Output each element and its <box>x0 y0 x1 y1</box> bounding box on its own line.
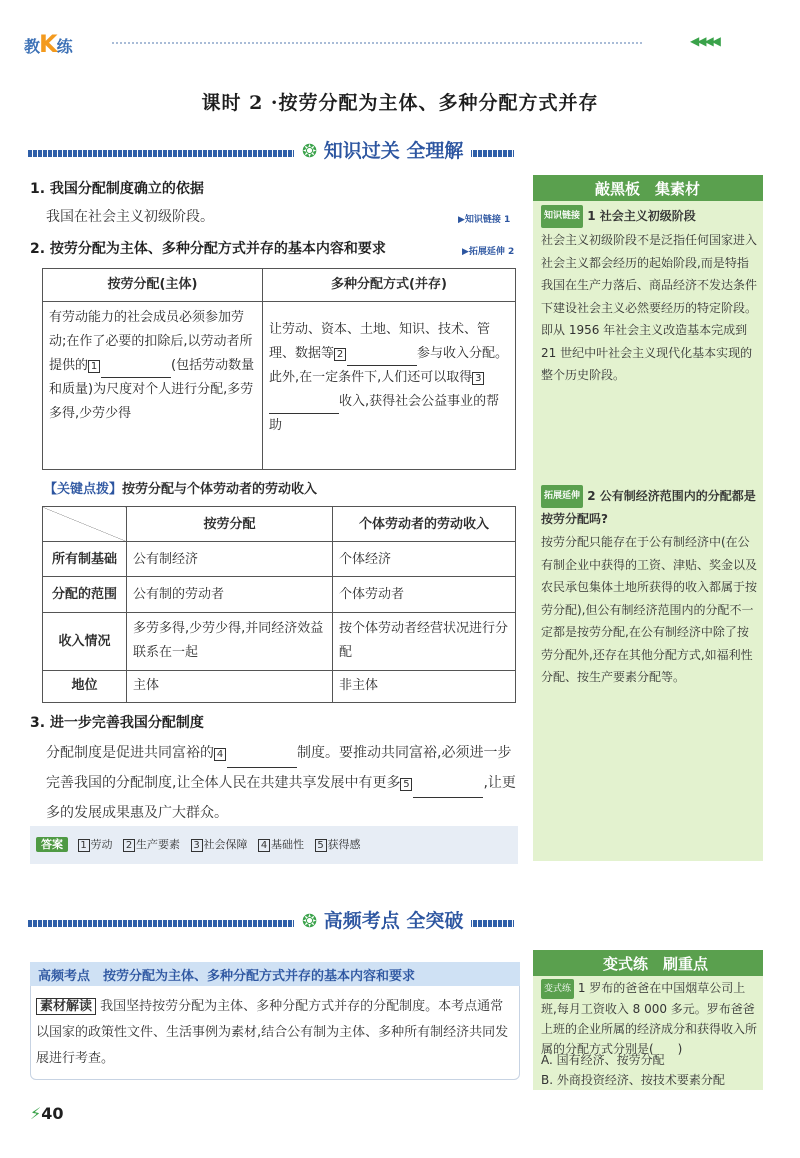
q2-heading: 2. 按劳分配为主体、多种分配方式并存的基本内容和要求 <box>30 241 386 257</box>
q3-heading: 3. 进一步完善我国分配制度 <box>30 715 204 731</box>
answer-label: 答案 <box>36 837 68 852</box>
section-title: 高频考点 全突破 <box>323 910 464 932</box>
q3-text: 分配制度是促进共同富裕的 4 制度。要推动共同富裕,必须进一步完善我国的分配制度,让全体人民在共建共享发展中有更多 5 ,让更多的发展成果惠及广大群众。 <box>46 745 516 821</box>
table-header: 个体劳动者的劳动收入 <box>333 507 516 542</box>
exam-point-text: 素材解读 我国坚持按劳分配为主体、多种分配方式并存的分配制度。本考点通常以国家的政策性文件、生活事例为素材,结合公有制为主体、多种所有制经济共同发展进行考查。 <box>36 999 509 1066</box>
table-cell: 公有制经济 <box>127 542 333 577</box>
section-bar-knowledge <box>28 140 514 162</box>
side-panel-title: 敲黑板 集素材 <box>533 175 763 201</box>
side-item-title: 知识链接 1 社会主义初级阶段 <box>541 205 757 228</box>
table-cell: 多劳多得,少劳少得,并同经济效益联系在一起 <box>127 613 333 671</box>
side-panel <box>533 175 763 861</box>
q1-heading: 1. 我国分配制度确立的依据 <box>30 181 204 197</box>
row-header: 收入情况 <box>43 613 127 671</box>
header-arrows-icon: ◀◀◀◀ <box>690 34 719 48</box>
table-cell: 个体经济 <box>333 542 516 577</box>
gear-icon: ❂ <box>302 141 318 162</box>
answer-item: 4 基础性 <box>258 838 304 851</box>
table-header: 多种分配方式(并存) <box>263 269 516 302</box>
side-item-text: 按劳分配只能存在于公有制经济中(在公有制企业中获得的工资、津贴、奖金以及农民承包集体土地所获得的收入都属于按劳分配),但公有制经济范围内的分配不一定都是按劳分配,在公有制经济中除了按劳分配外,还存在其他分配方式,如福利性分配、按生产要素分配等。 <box>541 535 758 684</box>
answer-item: 5 获得感 <box>315 838 361 851</box>
row-header: 地位 <box>43 671 127 703</box>
option-b[interactable]: B. 外商投资经济、按技术要素分配 <box>541 1073 725 1087</box>
table-cell: 让劳动、资本、土地、知识、技术、管理、数据等 2 参与收入分配。此外,在一定条件下,人们还可以取得 3收入,获得社会公益事业的帮助 <box>263 302 516 470</box>
comparison-table <box>42 506 516 703</box>
table-header: 按劳分配(主体) <box>43 269 263 302</box>
page-title: 课时 2 ·按劳分配为主体、多种分配方式并存 <box>201 92 599 114</box>
key-point-title: 【关键点拨】按劳分配与个体劳动者的劳动收入 <box>44 482 318 497</box>
section-title: 知识过关 全理解 <box>323 140 464 162</box>
exam-point-heading: 高频考点 按劳分配为主体、多种分配方式并存的基本内容和要求 <box>30 962 520 986</box>
option-a[interactable]: A. 国有经济、按劳分配 <box>541 1053 665 1067</box>
table-header: 按劳分配 <box>127 507 333 542</box>
gear-icon: ❂ <box>302 911 318 932</box>
knowledge-link-chip: 知识链接 <box>541 205 583 228</box>
answer-item: 2 生产要素 <box>123 838 180 851</box>
q1-text: 我国在社会主义初级阶段。 <box>46 209 214 225</box>
table-cell: 公有制的劳动者 <box>127 577 333 613</box>
answer-item: 3 社会保障 <box>191 838 248 851</box>
table-cell: 个体劳动者 <box>333 577 516 613</box>
answer-bar <box>30 826 518 864</box>
logo-k: K <box>39 30 57 58</box>
side-item-title: 拓展延伸 2 公有制经济范围内的分配都是按劳分配吗? <box>541 485 757 530</box>
row-header: 所有制基础 <box>43 542 127 577</box>
side-item-text: 社会主义初级阶段不是泛指任何国家进入社会主义都会经历的起始阶段,而是特指我国在生产力落后、商品经济不发达条件下建设社会主义必然要经历的特定阶段。即从 1956 年社会主义改造基本完成到 21 世纪中叶社会主义现代化基本实现的整个历史阶段。 <box>541 233 758 382</box>
section-bar-exam <box>28 910 514 932</box>
knowledge-link-tag[interactable]: ▶知识链接 1 <box>458 215 511 225</box>
practice-panel <box>533 950 763 1090</box>
distribution-table <box>42 268 516 470</box>
practice-title: 变式练 刷重点 <box>533 950 763 976</box>
page-number: ⚡40 <box>30 1104 64 1123</box>
table-corner <box>43 507 127 542</box>
practice-question: 变式练 1 罗布的爸爸在中国烟草公司上班,每月工资收入 8 000 多元。罗布爸爸上班的企业所属的经济成分和获得收入所属的分配方式分别是( ) <box>541 978 757 1059</box>
answer-item: 1 劳动 <box>78 838 113 851</box>
header-divider <box>112 42 642 44</box>
table-cell: 非主体 <box>333 671 516 703</box>
table-cell: 按个体劳动者经营状况进行分配 <box>333 613 516 671</box>
extension-tag[interactable]: ▶拓展延伸 2 <box>462 247 515 257</box>
extension-chip: 拓展延伸 <box>541 485 583 508</box>
row-header: 分配的范围 <box>43 577 127 613</box>
table-cell: 主体 <box>127 671 333 703</box>
brand-logo: 教K练 <box>24 30 72 58</box>
table-cell: 有劳动能力的社会成员必须参加劳动;在作了必要的扣除后,以劳动者所提供的 1 (包括劳动数量和质量)为尺度对个人进行分配,多劳多得,少劳少得 <box>43 302 263 470</box>
